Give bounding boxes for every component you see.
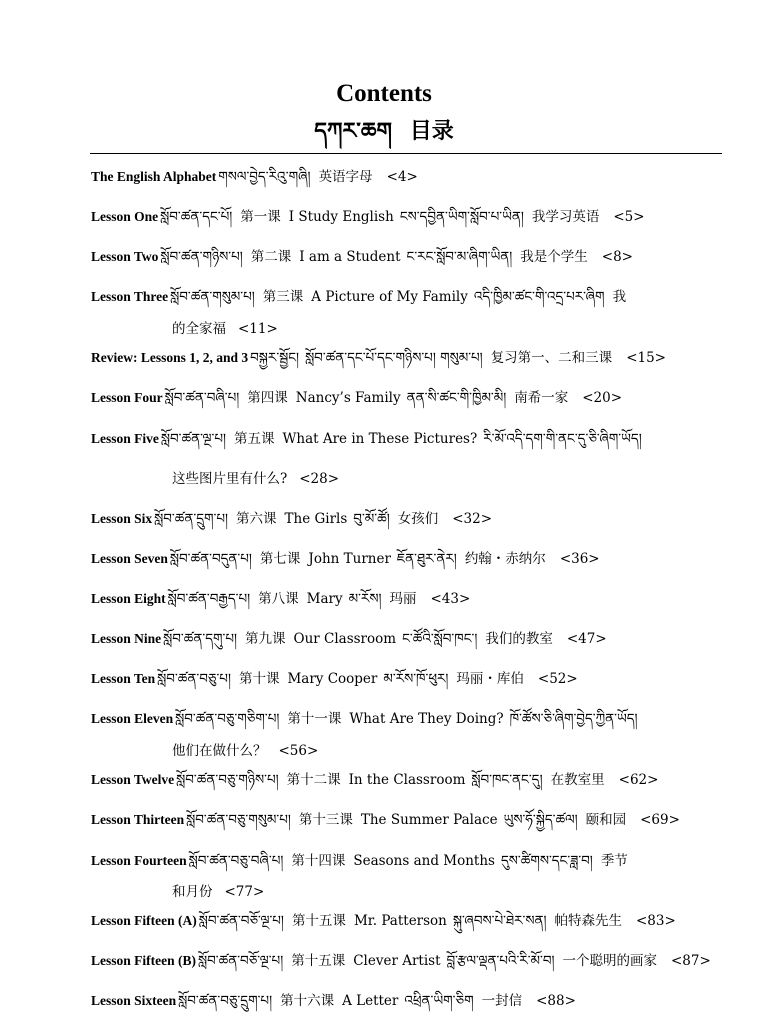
lesson-chinese-title: 我是个学生 [520, 249, 588, 265]
lesson-tibetan-title: ཁོ་ཚོས་ཅི་ཞིག་བྱེད་ཀྱིན་ཡོད། [509, 711, 638, 727]
lesson-tibetan: སློབ་ཚན་བཅོ་ལྔ་པ། [198, 913, 284, 929]
lesson-tibetan-title: ང་ཚོའི་སློབ་ཁང་། [402, 631, 478, 647]
page-number: <87> [671, 953, 711, 969]
toc-entry[interactable] [91, 509, 731, 529]
page-number: <77> [224, 884, 265, 900]
lesson-name: Lesson Twelve [91, 772, 175, 787]
lesson-chinese-number: 第十五课 [291, 913, 346, 929]
lesson-tibetan: སློབ་ཚན་དང་པོ། [160, 209, 233, 225]
page-number: <20> [582, 390, 623, 406]
continuation-text: 他们在做什么？ [172, 743, 267, 759]
lesson-tibetan: སློབ་ཚན་ལྔ་པ། [160, 431, 227, 447]
subtitle-tibetan: དཀར་ཆག [314, 118, 393, 144]
page-number: <43> [430, 591, 471, 607]
lesson-tibetan-title: རི་མོ་འདི་དག་གི་ནང་དུ་ཅི་ཞིག་ཡོད། [483, 431, 642, 447]
lesson-chinese-title: 季节 [600, 853, 628, 869]
toc-entry[interactable] [91, 669, 731, 689]
lesson-english-title: Nancy’s Family [295, 390, 401, 406]
lesson-english-title: A Letter [342, 993, 399, 1009]
lesson-english-title: What Are They Doing? [349, 711, 504, 727]
toc-entry-continuation[interactable] [172, 882, 732, 902]
lesson-chinese-title: 帕特森先生 [554, 913, 622, 929]
page-number: <8> [601, 249, 633, 265]
lesson-name: Review: Lessons 1, 2, and 3 [91, 350, 249, 365]
lesson-chinese-title: 一封信 [481, 993, 523, 1009]
lesson-tibetan-title: སྐུ་ཞབས་པེ་ཐེར་སན། [452, 913, 547, 929]
lesson-chinese-number: 第七课 [259, 551, 301, 567]
lesson-tibetan: གསལ་བྱེད་རིའུ་གཞི། [218, 169, 311, 185]
lesson-tibetan: སློབ་ཚན་གསུམ་པ། [170, 289, 255, 305]
lesson-chinese-number: 第十五课 [291, 953, 346, 969]
toc-entry[interactable] [91, 709, 731, 729]
lesson-english-title: Our Classroom [293, 631, 397, 647]
toc-entry[interactable] [91, 770, 731, 790]
page-number: <5> [613, 209, 645, 225]
lesson-chinese-number: 第一课 [240, 209, 281, 225]
lesson-chinese-title: 我 [612, 289, 627, 305]
page-number: <11> [238, 321, 278, 337]
lesson-english-title: Mary [306, 591, 343, 607]
page-number: <69> [640, 812, 680, 828]
lesson-tibetan-title: བློ་རྩལ་ལྡན་པའི་རི་མོ་བ། [446, 953, 555, 969]
lesson-chinese-number: 第十二课 [286, 772, 341, 788]
lesson-name: Lesson Thirteen [91, 812, 185, 827]
lesson-name: Lesson Eight [91, 591, 166, 606]
lesson-name: Lesson Five [91, 431, 159, 446]
lesson-english-title: Mary Cooper [287, 671, 378, 687]
lesson-tibetan: སློབ་ཚན་དྲུག་པ། [154, 511, 229, 527]
page-subtitle [0, 117, 768, 145]
page-number: <36> [559, 551, 600, 567]
lesson-tibetan-title: སློབ་ཁང་ནང་དུ། [471, 772, 543, 788]
lesson-chinese-title: 玛丽・库伯 [456, 671, 524, 687]
toc-entry[interactable] [91, 810, 731, 830]
lesson-tibetan-title: མ་རོས་ཁོ་ཕུར། [383, 671, 449, 687]
toc-entry-continuation[interactable] [172, 319, 732, 339]
continuation-text: 的全家福 [172, 321, 226, 337]
lesson-tibetan-title: འདི་ཁྱིམ་ཚང་གི་འདྲ་པར་ཞིག [473, 289, 605, 305]
lesson-chinese-number: 第十一课 [287, 711, 342, 727]
lesson-name: Lesson Sixteen [91, 993, 177, 1008]
lesson-tibetan: སློབ་ཚན་བརྒྱད་པ། [167, 591, 251, 607]
lesson-chinese-title: 我们的教室 [485, 631, 553, 647]
lesson-chinese-number: 第十课 [238, 671, 280, 687]
lesson-english-title: The Summer Palace [360, 812, 498, 828]
lesson-english-title: In the Classroom [348, 772, 466, 788]
lesson-tibetan-title: ཇོན་ཐུར་ནེར། [396, 551, 457, 567]
lesson-tibetan: སློབ་ཚན་བཅུ་དྲུག་པ། [178, 993, 273, 1009]
lesson-english-title: The Girls [284, 511, 348, 527]
toc-entry[interactable] [91, 629, 731, 649]
toc-entry[interactable] [91, 207, 731, 227]
lesson-name: Lesson Nine [91, 631, 162, 646]
toc-entry[interactable] [91, 589, 731, 609]
lesson-english-title: Seasons and Months [353, 853, 495, 869]
lesson-chinese-title: 我学习英语 [531, 209, 600, 225]
lesson-tibetan: སློབ་ཚན་དགུ་པ། [163, 631, 237, 647]
lesson-chinese-title: 复习第一、二和三课 [490, 350, 613, 366]
lesson-name: Lesson Fifteen (B) [91, 953, 196, 968]
lesson-english-title: Clever Artist [353, 953, 441, 969]
lesson-chinese-number: 第十六课 [280, 993, 335, 1009]
toc-entry[interactable] [91, 247, 731, 267]
page-number: <28> [299, 471, 340, 487]
lesson-tibetan: སློབ་ཚན་བཅུ་གཅིག་པ། [175, 711, 280, 727]
lesson-tibetan-title: བུ་མོ་ཚོ། [353, 511, 390, 527]
lesson-tibetan: སློབ་ཚན་བཅུ་གསུམ་པ། [186, 812, 291, 828]
toc-entry[interactable] [91, 549, 731, 569]
lesson-chinese-number: 第五课 [234, 431, 275, 447]
toc-entry-continuation[interactable] [172, 741, 732, 761]
toc-entry[interactable] [91, 348, 731, 368]
page-number: <32> [452, 511, 493, 527]
lesson-english-title: A Picture of My Family [311, 289, 468, 305]
lesson-english-title: John Turner [308, 551, 391, 567]
lesson-name: Lesson Two [91, 249, 159, 264]
lesson-tibetan-title: མ་རོས། [348, 591, 382, 607]
lesson-name: Lesson Ten [91, 671, 156, 686]
page-number: <56> [278, 743, 319, 759]
toc-entry[interactable] [91, 991, 731, 1011]
continuation-text: 这些图片里有什么? [172, 471, 288, 487]
lesson-tibetan: སློབ་ཚན་བདུན་པ། [169, 551, 252, 567]
lesson-tibetan-title: ངས་དབྱིན་ཡིག་སློབ་པ་ཡིན། [399, 209, 524, 225]
toc-entry[interactable] [91, 429, 731, 449]
lesson-tibetan: སློབ་ཚན་བཅུ་བཞི་པ། [188, 853, 284, 869]
lesson-english-title: What Are in These Pictures? [282, 431, 478, 447]
subtitle-chinese: 目录 [409, 118, 454, 144]
lesson-tibetan: སློབ་ཚན་གཉིས་པ། [160, 249, 243, 265]
lesson-chinese-title: 一个聪明的画家 [562, 953, 657, 969]
toc-entry[interactable] [91, 388, 731, 408]
page-number: <83> [636, 913, 676, 929]
page-number: <62> [618, 772, 659, 788]
lesson-chinese-title: 约翰・赤纳尔 [464, 551, 546, 567]
page-number: <4> [386, 169, 418, 185]
lesson-tibetan-title: སློབ་ཚན་དང་པོ་དང་གཉིས་པ། གསུམ་པ། [305, 350, 483, 366]
page-number: <52> [537, 671, 578, 687]
lesson-chinese-number: 第四课 [247, 390, 288, 406]
lesson-name: Lesson Six [91, 511, 153, 526]
page-number: <88> [536, 993, 576, 1009]
lesson-tibetan-title: ང་རང་སློབ་མ་ཞིག་ཡིན། [406, 249, 513, 265]
lesson-name: Lesson Fifteen (A) [91, 913, 197, 928]
lesson-chinese-number: 第三课 [262, 289, 304, 305]
lesson-english-title: I Study English [288, 209, 394, 225]
lesson-tibetan: བསྐྱར་སྦྱོང། [250, 350, 300, 366]
lesson-chinese-title: 在教室里 [550, 772, 605, 788]
lesson-chinese-number: 第六课 [236, 511, 277, 527]
lesson-chinese-title: 南希一家 [514, 390, 569, 406]
lesson-tibetan: སློབ་ཚན་བཅུ་གཉིས་པ། [176, 772, 279, 788]
toc-entry[interactable] [91, 851, 731, 871]
lesson-tibetan-title: འཕྲིན་ཡིག་ཅིག [404, 993, 474, 1009]
lesson-name: Lesson Seven [91, 551, 168, 566]
lesson-name: Lesson Four [91, 390, 163, 405]
lesson-tibetan: སློབ་ཚན་བཅོ་ལྔ་པ། [198, 953, 284, 969]
toc-entry-continuation[interactable] [172, 469, 732, 489]
title-divider [90, 153, 722, 154]
lesson-chinese-title: 玛丽 [389, 591, 417, 607]
lesson-chinese-title: 颐和园 [585, 812, 627, 828]
page-title: Contents [336, 80, 432, 107]
page-number: <15> [626, 350, 666, 366]
lesson-chinese-number: 第二课 [250, 249, 292, 265]
lesson-chinese-number: 第九课 [245, 631, 286, 647]
lesson-tibetan-title: དུས་ཚིགས་དང་ཟླ་བ། [500, 853, 593, 869]
lesson-tibetan-title: ནན་སི་ཚང་གི་ཁྱིམ་མི། [406, 390, 507, 406]
continuation-text: 和月份 [172, 884, 213, 900]
lesson-chinese-number: 第十四课 [291, 853, 346, 869]
lesson-name: Lesson Eleven [91, 711, 174, 726]
lesson-chinese-number: 第十三课 [298, 812, 353, 828]
lesson-tibetan-title: ཡུས་ཧོ་སྐྱིད་ཚལ། [503, 812, 578, 828]
lesson-chinese-title: 英语字母 [318, 169, 373, 185]
toc-entry[interactable] [91, 911, 731, 931]
toc-entry[interactable] [91, 951, 731, 971]
lesson-name: Lesson One [91, 209, 159, 224]
lesson-tibetan: སློབ་ཚན་བཞི་པ། [164, 390, 240, 406]
lesson-name: Lesson Three [91, 289, 169, 304]
lesson-chinese-title: 女孩们 [397, 511, 439, 527]
toc-entry[interactable] [91, 287, 731, 307]
lesson-tibetan: སློབ་ཚན་བཅུ་པ། [157, 671, 231, 687]
lesson-english-title: Mr. Patterson [353, 913, 447, 929]
lesson-name: The English Alphabet [91, 169, 217, 184]
toc-entry[interactable] [91, 167, 731, 187]
page-number: <47> [566, 631, 607, 647]
lesson-english-title: I am a Student [299, 249, 401, 265]
lesson-chinese-number: 第八课 [258, 591, 299, 607]
lesson-name: Lesson Fourteen [91, 853, 187, 868]
